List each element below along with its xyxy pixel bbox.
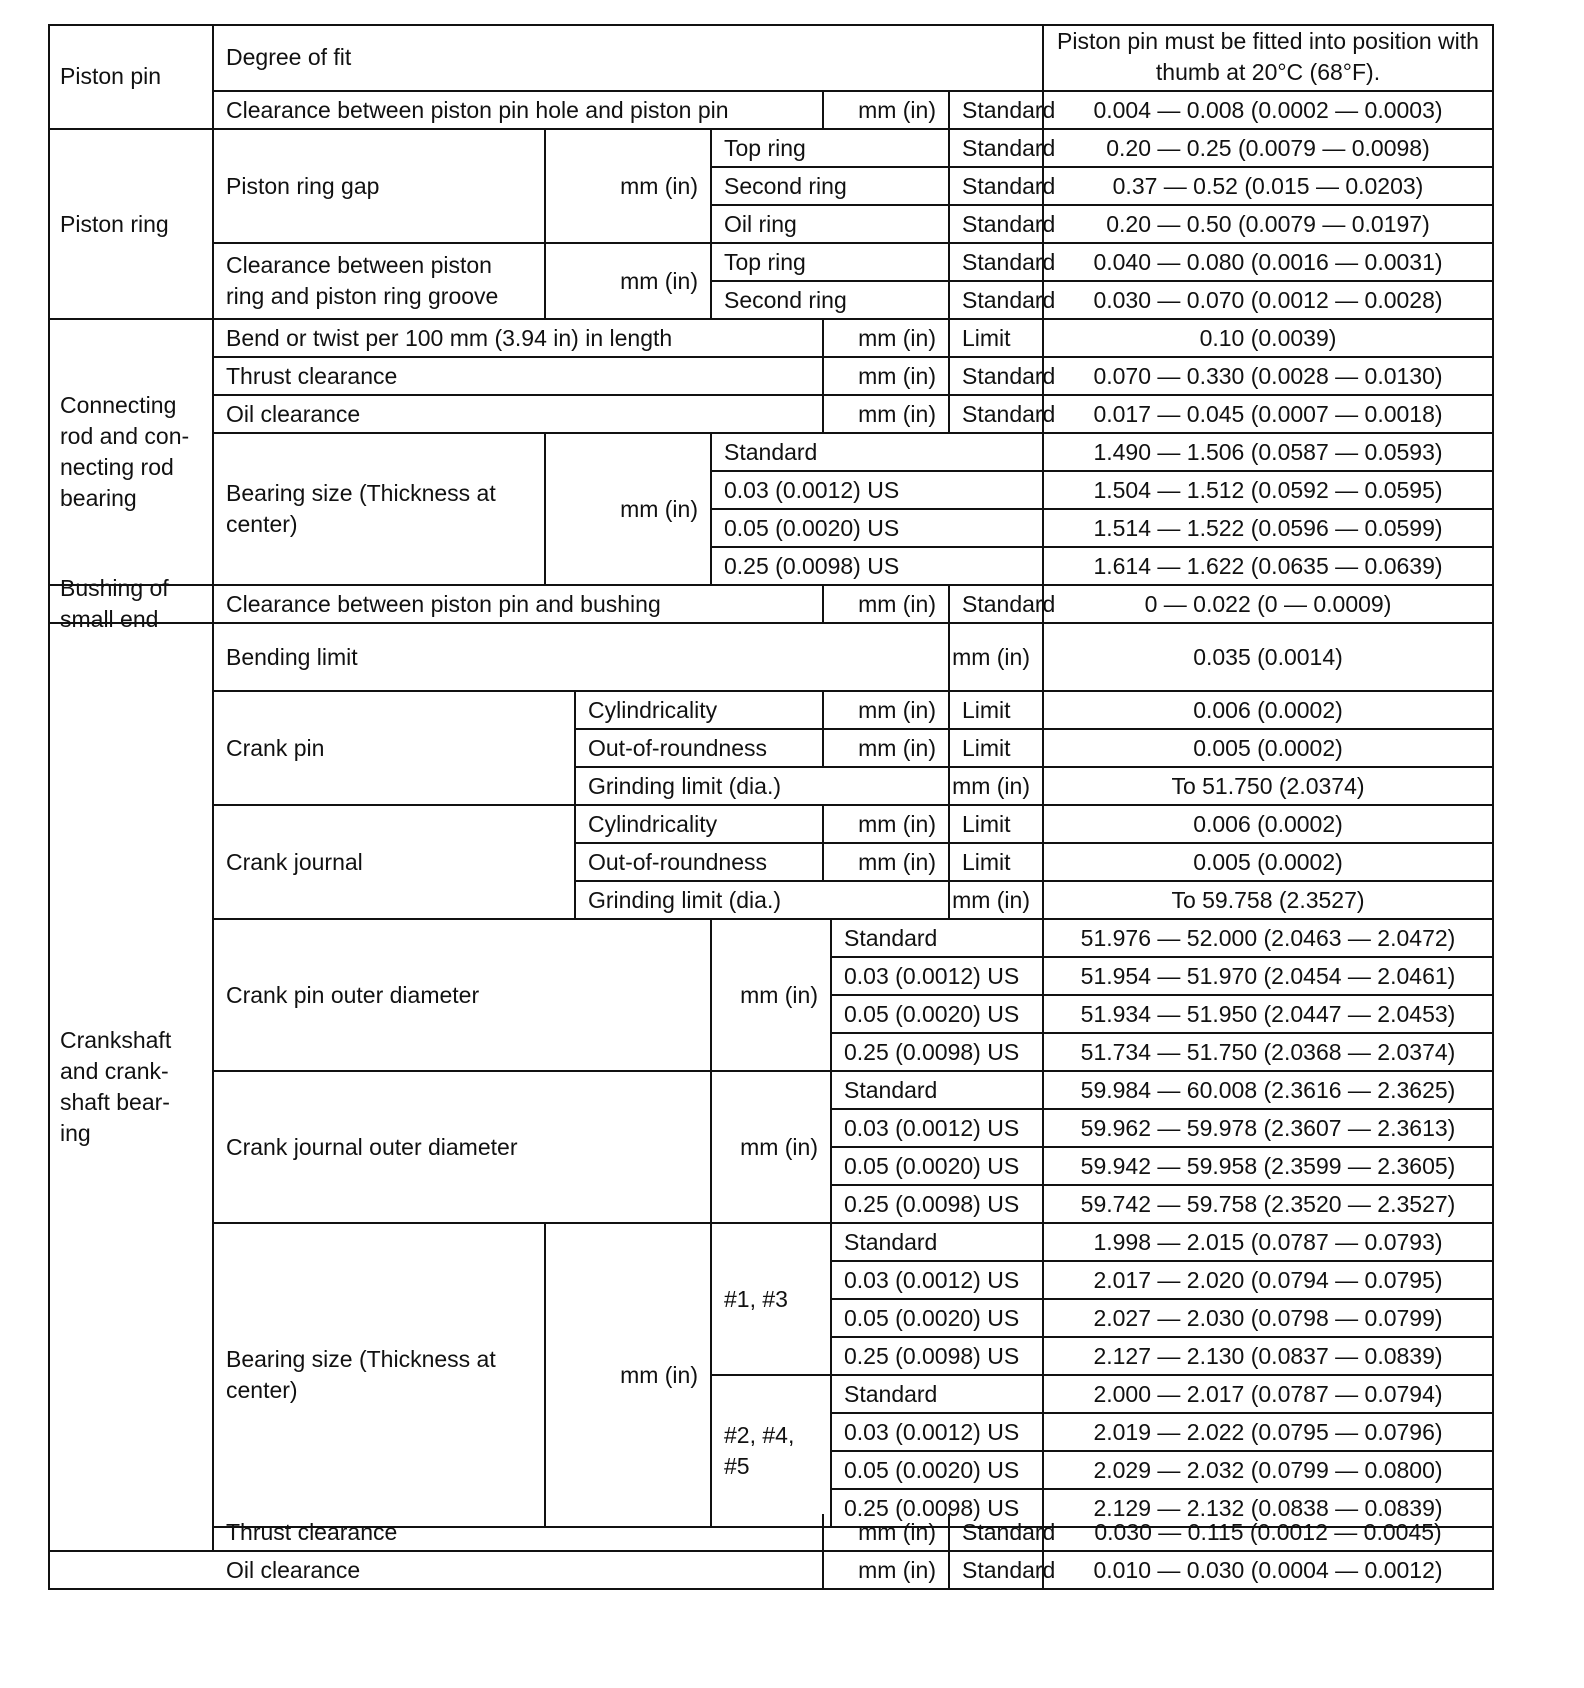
- limit-label: Limit: [950, 806, 1044, 844]
- od-value: 59.984 — 60.008 (2.3616 — 2.3625): [1044, 1072, 1494, 1110]
- group-piston-ring: Piston ring: [48, 130, 214, 320]
- specification-table: [48, 24, 1494, 1590]
- od-value: 51.954 — 51.970 (2.0454 — 2.0461): [1044, 958, 1494, 996]
- item-bend-twist: Bend or twist per 100 mm (3.94 in) in length: [214, 320, 824, 358]
- unit-label: mm (in): [824, 730, 950, 768]
- size-label: 0.25 (0.0098) US: [832, 1338, 1044, 1376]
- item-crank-thrust: Thrust clearance: [214, 1514, 824, 1552]
- unit-label: mm (in): [824, 320, 950, 358]
- sub-cylindricality: Cylindricality: [576, 692, 824, 730]
- main-bearing-value: 2.127 — 2.130 (0.0837 — 0.0839): [1044, 1338, 1494, 1376]
- ring-type: Oil ring: [712, 206, 950, 244]
- size-label: 0.05 (0.0020) US: [832, 1300, 1044, 1338]
- item-rod-thrust: Thrust clearance: [214, 358, 824, 396]
- od-value: 59.962 — 59.978 (2.3607 — 2.3613): [1044, 1110, 1494, 1148]
- main-bearing-value: 2.129 — 2.132 (0.0838 — 0.0839): [1044, 1490, 1494, 1528]
- sub-cylindricality: Cylindricality: [576, 806, 824, 844]
- main-bearing-value: 1.998 — 2.015 (0.0787 — 0.0793): [1044, 1224, 1494, 1262]
- unit-label: mm (in): [824, 92, 950, 130]
- item-rod-oil: Oil clearance: [214, 396, 824, 434]
- std-label: Standard: [950, 206, 1044, 244]
- std-label: Standard: [950, 168, 1044, 206]
- sub-grinding-limit: Grinding limit (dia.): [576, 768, 950, 806]
- unit-label: mm (in): [824, 844, 950, 882]
- std-label: Standard: [950, 586, 1044, 624]
- ring-value: 0.030 — 0.070 (0.0012 — 0.0028): [1044, 282, 1494, 320]
- value: To 51.750 (2.0374): [1044, 768, 1494, 806]
- od-value: 51.976 — 52.000 (2.0463 — 2.0472): [1044, 920, 1494, 958]
- value: 0.006 (0.0002): [1044, 806, 1494, 844]
- unit-label: mm (in): [950, 882, 1044, 920]
- size-label: 0.03 (0.0012) US: [832, 1262, 1044, 1300]
- od-value: 51.734 — 51.750 (2.0368 — 2.0374): [1044, 1034, 1494, 1072]
- item-rod-bearing-size: Bearing size (Thickness at center): [214, 434, 546, 586]
- item-crank-thrust-value: 0.030 — 0.115 (0.0012 — 0.0045): [1044, 1514, 1494, 1552]
- ring-type: Second ring: [712, 282, 950, 320]
- size-label: 0.25 (0.0098) US: [832, 1034, 1044, 1072]
- item-crank-journal-od: Crank journal outer diameter: [214, 1072, 712, 1224]
- ring-value: 0.20 — 0.25 (0.0079 — 0.0098): [1044, 130, 1494, 168]
- limit-label: Limit: [950, 730, 1044, 768]
- unit-label: mm (in): [824, 586, 950, 624]
- unit-label: mm (in): [824, 806, 950, 844]
- main-bearing-value: 2.000 — 2.017 (0.0787 — 0.0794): [1044, 1376, 1494, 1414]
- ring-value: 0.37 — 0.52 (0.015 — 0.0203): [1044, 168, 1494, 206]
- sub-grinding-limit: Grinding limit (dia.): [576, 882, 950, 920]
- size-label: 0.25 (0.0098) US: [832, 1186, 1044, 1224]
- size-label: Standard: [832, 920, 1044, 958]
- size-label: 0.05 (0.0020) US: [712, 510, 1044, 548]
- size-label: Standard: [832, 1072, 1044, 1110]
- rod-bearing-value: 1.514 — 1.522 (0.0596 — 0.0599): [1044, 510, 1494, 548]
- main-bearing-value: 2.019 — 2.022 (0.0795 — 0.0796): [1044, 1414, 1494, 1452]
- main-bearing-value: 2.027 — 2.030 (0.0798 — 0.0799): [1044, 1300, 1494, 1338]
- value: 0.005 (0.0002): [1044, 844, 1494, 882]
- value-bending-limit: 0.035 (0.0014): [1044, 624, 1494, 692]
- rod-bearing-value: 1.504 — 1.512 (0.0592 — 0.0595): [1044, 472, 1494, 510]
- value-degree-of-fit: Piston pin must be fitted into position with thumb at 20°C (68°F).: [1044, 24, 1494, 92]
- sub-out-of-roundness: Out-of-roundness: [576, 730, 824, 768]
- item-crank-oil: Oil clearance: [214, 1552, 824, 1590]
- ring-value: 0.20 — 0.50 (0.0079 — 0.0197): [1044, 206, 1494, 244]
- group-crankshaft: Crankshaft and crank-shaft bear-ing: [48, 624, 214, 1552]
- size-label: 0.05 (0.0020) US: [832, 1452, 1044, 1490]
- main-bearing-value: 2.029 — 2.032 (0.0799 — 0.0800): [1044, 1452, 1494, 1490]
- std-label: Standard: [950, 1552, 1044, 1590]
- std-label: Standard: [950, 396, 1044, 434]
- item-ring-gap: Piston ring gap: [214, 130, 546, 244]
- size-label: 0.05 (0.0020) US: [832, 996, 1044, 1034]
- main-bearing-value: 2.017 — 2.020 (0.0794 — 0.0795): [1044, 1262, 1494, 1300]
- item-main-bearing-size: Bearing size (Thickness at center): [214, 1224, 546, 1528]
- unit-label: mm (in): [712, 920, 832, 1072]
- unit-label: mm (in): [824, 358, 950, 396]
- ring-type: Top ring: [712, 130, 950, 168]
- size-label: 0.03 (0.0012) US: [712, 472, 1044, 510]
- value: To 59.758 (2.3527): [1044, 882, 1494, 920]
- ring-type: Second ring: [712, 168, 950, 206]
- unit-label: mm (in): [824, 692, 950, 730]
- unit-label: mm (in): [824, 1514, 950, 1552]
- size-label: Standard: [832, 1376, 1044, 1414]
- unit-label: mm (in): [950, 768, 1044, 806]
- journal-group-a: #1, #3: [712, 1224, 832, 1376]
- limit-label: Limit: [950, 692, 1044, 730]
- group-bushing: Bushing of small end: [48, 586, 214, 624]
- item-ring-groove-clearance: Clearance between piston ring and piston ring groove: [214, 244, 546, 320]
- item-degree-of-fit: Degree of fit: [214, 24, 1044, 92]
- value: 0.006 (0.0002): [1044, 692, 1494, 730]
- item-crank-pin-od: Crank pin outer diameter: [214, 920, 712, 1072]
- value-rod-thrust: 0.070 — 0.330 (0.0028 — 0.0130): [1044, 358, 1494, 396]
- std-label: Standard: [950, 282, 1044, 320]
- item-crank-pin: Crank pin: [214, 692, 576, 806]
- od-value: 59.742 — 59.758 (2.3520 — 2.3527): [1044, 1186, 1494, 1224]
- unit-label: mm (in): [546, 130, 712, 244]
- std-label: Standard: [950, 92, 1044, 130]
- group-piston-pin: Piston pin: [48, 24, 214, 130]
- unit-label: mm (in): [546, 1224, 712, 1528]
- value-pin-hole-clearance: 0.004 — 0.008 (0.0002 — 0.0003): [1044, 92, 1494, 130]
- std-label: Standard: [950, 130, 1044, 168]
- std-label: Standard: [950, 358, 1044, 396]
- unit-label: mm (in): [546, 434, 712, 586]
- unit-label: mm (in): [712, 1072, 832, 1224]
- od-value: 51.934 — 51.950 (2.0447 — 2.0453): [1044, 996, 1494, 1034]
- item-crank-journal: Crank journal: [214, 806, 576, 920]
- journal-group-b: #2, #4, #5: [712, 1376, 832, 1528]
- size-label: 0.05 (0.0020) US: [832, 1148, 1044, 1186]
- ring-type: Top ring: [712, 244, 950, 282]
- size-label: 0.03 (0.0012) US: [832, 1414, 1044, 1452]
- sub-out-of-roundness: Out-of-roundness: [576, 844, 824, 882]
- size-label: 0.03 (0.0012) US: [832, 1110, 1044, 1148]
- value: 0.005 (0.0002): [1044, 730, 1494, 768]
- std-label: Standard: [950, 1514, 1044, 1552]
- size-label: 0.25 (0.0098) US: [832, 1490, 1044, 1528]
- ring-value: 0.040 — 0.080 (0.0016 — 0.0031): [1044, 244, 1494, 282]
- limit-label: Limit: [950, 844, 1044, 882]
- size-label: 0.25 (0.0098) US: [712, 548, 1044, 586]
- unit-label: mm (in): [824, 396, 950, 434]
- od-value: 59.942 — 59.958 (2.3599 — 2.3605): [1044, 1148, 1494, 1186]
- size-label: Standard: [712, 434, 1044, 472]
- size-label: 0.03 (0.0012) US: [832, 958, 1044, 996]
- value-bushing: 0 — 0.022 (0 — 0.0009): [1044, 586, 1494, 624]
- item-pin-hole-clearance: Clearance between piston pin hole and piston pin: [214, 92, 824, 130]
- unit-label: mm (in): [824, 1552, 950, 1590]
- unit-label: mm (in): [950, 624, 1044, 692]
- value-rod-oil: 0.017 — 0.045 (0.0007 — 0.0018): [1044, 396, 1494, 434]
- rod-bearing-value: 1.490 — 1.506 (0.0587 — 0.0593): [1044, 434, 1494, 472]
- size-label: Standard: [832, 1224, 1044, 1262]
- value-bend-twist: 0.10 (0.0039): [1044, 320, 1494, 358]
- item-crank-oil-value: 0.010 — 0.030 (0.0004 — 0.0012): [1044, 1552, 1494, 1590]
- item-bending-limit: Bending limit: [214, 624, 950, 692]
- item-pin-bushing-clearance: Clearance between piston pin and bushing: [214, 586, 824, 624]
- limit-label: Limit: [950, 320, 1044, 358]
- unit-label: mm (in): [546, 244, 712, 320]
- std-label: Standard: [950, 244, 1044, 282]
- group-connecting-rod: Connecting rod and con-necting rod bearing: [48, 320, 214, 586]
- rod-bearing-value: 1.614 — 1.622 (0.0635 — 0.0639): [1044, 548, 1494, 586]
